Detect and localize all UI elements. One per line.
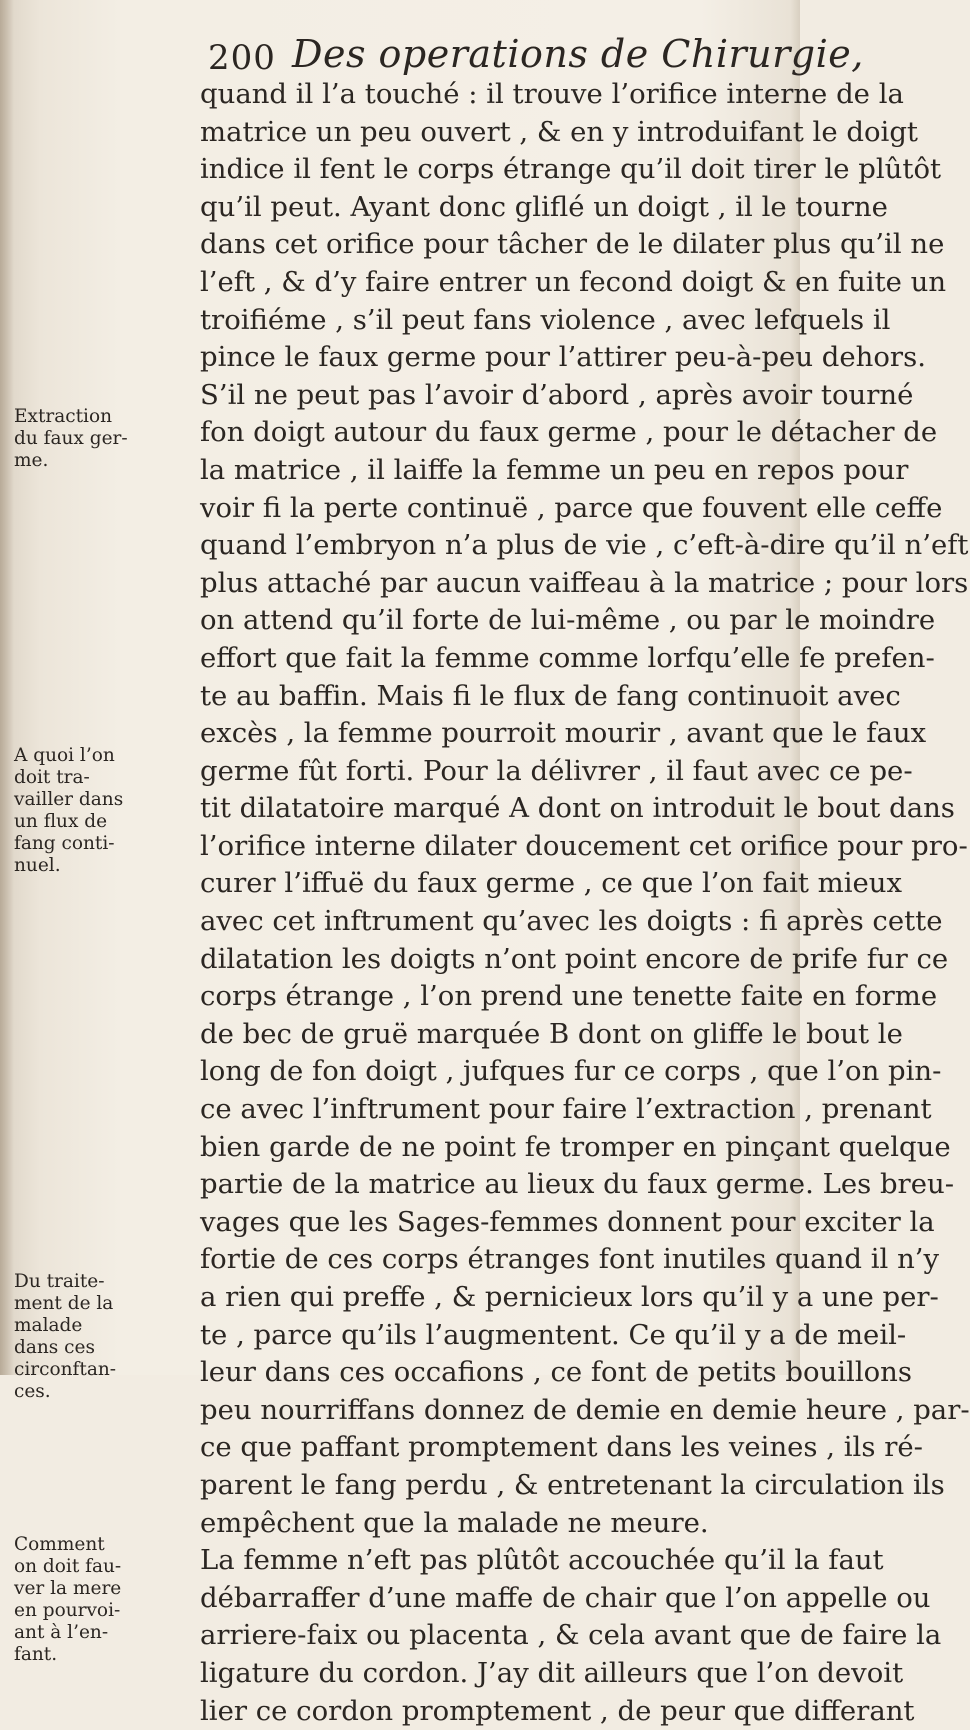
text-line: corps étrange , l’on prend une tenette faite en forme	[200, 980, 938, 1013]
margin-note-line: ces.	[14, 1381, 51, 1403]
margin-note-sauver-la-mere	[14, 1534, 194, 1666]
text-line: germe fût forti. Pour la délivrer , il faut avec ce pe-	[200, 754, 913, 787]
text-line: débarraffer d’une maffe de chair que l’on appelle ou	[200, 1581, 931, 1614]
margin-note-extraction	[14, 406, 194, 472]
text-line: parent le fang perdu , & entretenant la circulation ils	[200, 1468, 945, 1501]
margin-note-line: fang conti-	[14, 832, 115, 854]
text-line: troifiéme , s’il peut fans violence , avec lefquels il	[200, 303, 891, 336]
body-text	[200, 76, 970, 1730]
text-line: arriere-faix ou placenta , & cela avant que de faire la	[200, 1619, 942, 1652]
text-line: ce que paffant promptement dans les veines , ils ré-	[200, 1431, 923, 1464]
margin-note-line: A quoi l’on	[14, 744, 115, 766]
text-line: lier ce cordon promptement , de peur que differant	[200, 1694, 915, 1727]
margin-note-line: Du traite-	[14, 1271, 105, 1293]
margin-note-line: du faux ger-	[14, 428, 128, 450]
text-line: ligature du cordon. J’ay dit ailleurs que l’on devoit	[200, 1656, 904, 1689]
text-line: long de fon doigt , jufques fur ce corps , que l’on pin-	[200, 1055, 942, 1088]
margin-note-line: vailler dans	[14, 788, 124, 810]
text-line: ce avec l’inftrument pour faire l’extraction , prenant	[200, 1093, 932, 1126]
margin-note-line: ver la mere	[14, 1578, 122, 1600]
margin-note-line: ment de la	[14, 1293, 114, 1315]
text-line: effort que fait la femme comme lorfqu’elle fe prefen-	[200, 641, 935, 674]
text-line: fortie de ces corps étranges font inutiles quand il n’y	[200, 1243, 940, 1276]
margin-note-line: me.	[14, 450, 49, 472]
margin-note-line: circonftan-	[14, 1359, 117, 1381]
text-line: indice il fent le corps étrange qu’il doit tirer le plûtôt	[200, 153, 942, 186]
page-number: 200	[208, 38, 276, 78]
text-line: leur dans ces occafions , ce font de petits bouillons	[200, 1356, 913, 1389]
text-line: te au baffin. Mais fi le flux de fang continuoit avec	[200, 679, 901, 712]
text-line: La femme n’eft pas plûtôt accouchée qu’il la faut	[200, 1544, 884, 1577]
text-line: de bec de gruë marquée B dont on gliffe le bout le	[200, 1017, 903, 1050]
margin-note-line: un flux de	[14, 810, 108, 832]
text-line: a rien qui preffe , & pernicieux lors qu’il y a une per-	[200, 1281, 939, 1313]
text-line: l’orifice interne dilater doucement cet orifice pour pro-	[200, 829, 968, 862]
margin-note-line: Extraction	[14, 406, 113, 428]
text-line: vages que les Sages-femmes donnent pour exciter la	[200, 1205, 935, 1238]
text-line: te , parce qu’ils l’augmentent. Ce qu’il y a de meil-	[200, 1318, 907, 1351]
margin-note-line: nuel.	[14, 854, 61, 876]
text-line: plus attaché par aucun vaiffeau à la matrice ; pour lors	[200, 566, 969, 599]
text-line: matrice un peu ouvert , & en y introduifant le doigt	[200, 115, 918, 148]
text-line: peu nourriffans donnez de demie en demie heure , par-	[200, 1393, 970, 1426]
margin-note-line: fant.	[14, 1644, 58, 1666]
margin-note-line: on doit fau-	[14, 1556, 122, 1578]
margin-note-line: malade	[14, 1315, 83, 1337]
margin-note-line: en pourvoi-	[14, 1600, 121, 1622]
text-line: quand l’embryon n’a plus de vie , c’eft-à-dire qu’il n’eft	[200, 529, 969, 562]
text-line: l’eft , & d’y faire entrer un fecond doigt & en fuite un	[200, 265, 947, 298]
text-line: excès , la femme pourroit mourir , avant que le faux	[200, 717, 927, 750]
margin-note-line: doit tra-	[14, 766, 90, 788]
margin-note-line: ant à l’en-	[14, 1622, 109, 1644]
margin-note-flux-de-sang	[14, 745, 194, 877]
text-line: avec cet inftrument qu’avec les doigts : fi après cette	[200, 905, 943, 938]
page-header	[208, 24, 864, 80]
text-line: pince le faux germe pour l’attirer peu-à-peu dehors.	[200, 341, 926, 374]
text-line: partie de la matrice au lieux du faux germe. Les breu-	[200, 1168, 954, 1201]
text-line: voir fi la perte continuë , parce que fouvent elle ceffe	[200, 491, 943, 524]
text-line: la matrice , il laiffe la femme un peu en repos pour	[200, 453, 909, 486]
text-line: fon doigt autour du faux germe , pour le détacher de	[200, 416, 938, 449]
margin-note-line: Comment	[14, 1534, 105, 1556]
text-line: on attend qu’il forte de lui-même , ou par le moindre	[200, 604, 936, 637]
text-line: quand il l’a touché : il trouve l’orifice interne de la	[200, 78, 904, 110]
text-line: dilatation les doigts n’ont point encore de prife fur ce	[200, 942, 949, 975]
page-gutter-shadow	[0, 0, 14, 1375]
margin-note-traitement	[14, 1271, 194, 1403]
text-line: curer l’iffuë du faux germe , ce que l’on fait mieux	[200, 867, 903, 900]
text-line: tit dilatatoire marqué A dont on introduit le bout dans	[200, 792, 955, 825]
running-title: Des operations de Chirurgie,	[292, 32, 864, 76]
text-line: S’il ne peut pas l’avoir d’abord , après avoir tourné	[200, 378, 914, 411]
text-line: qu’il peut. Ayant donc gliflé un doigt , il le tourne	[200, 190, 888, 223]
text-line: bien garde de ne point fe tromper en pinçant quelque	[200, 1130, 951, 1163]
margin-note-line: dans ces	[14, 1337, 95, 1359]
text-line: empêchent que la malade ne meure.	[200, 1506, 709, 1539]
text-line: dans cet orifice pour tâcher de le dilater plus qu’il ne	[200, 228, 945, 261]
